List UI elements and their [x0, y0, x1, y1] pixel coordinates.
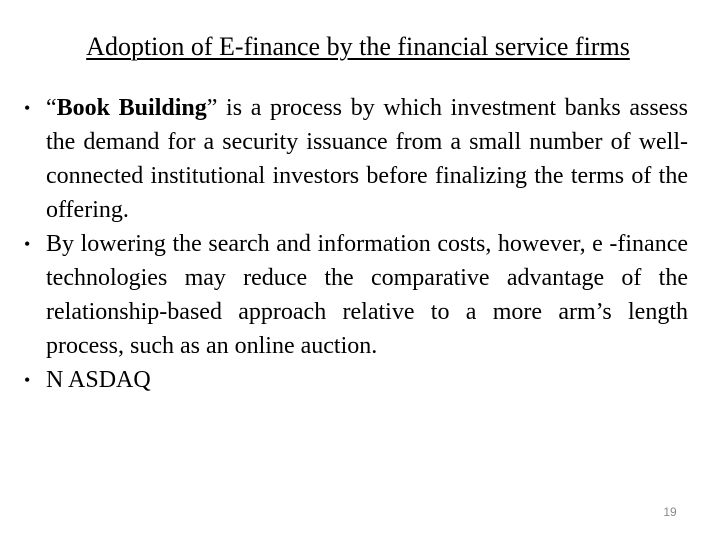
- bullet-item-book-building: [24, 91, 688, 227]
- bullet-icon: •: [24, 234, 31, 254]
- bullet-text: [46, 91, 688, 227]
- bold-term: Book Building: [56, 95, 207, 121]
- bullet-text: By lowering the search and information costs, however, e -finance technologies may reduce the comparative advantage of the relationship-based approach relative to a more arm’s length process, such as an online auction.: [46, 231, 688, 359]
- slide-title: Adoption of E-finance by the financial service firms: [86, 32, 630, 61]
- open-quote: “: [46, 95, 57, 121]
- bullet-list: [24, 91, 688, 397]
- bullet-icon: •: [24, 370, 31, 390]
- bullet-item-nasdaq: [24, 363, 688, 397]
- bullet-body: is a process by which investment banks assess the demand for a security issuance from a small number of well-connected institutional investors before finalizing the terms of the offering.: [46, 95, 688, 223]
- bullet-icon: •: [24, 98, 31, 118]
- slide-number: 19: [663, 505, 677, 519]
- bullet-item-e-finance: [24, 227, 688, 363]
- bullet-text: N ASDAQ: [46, 367, 151, 393]
- close-quote: ”: [206, 95, 218, 121]
